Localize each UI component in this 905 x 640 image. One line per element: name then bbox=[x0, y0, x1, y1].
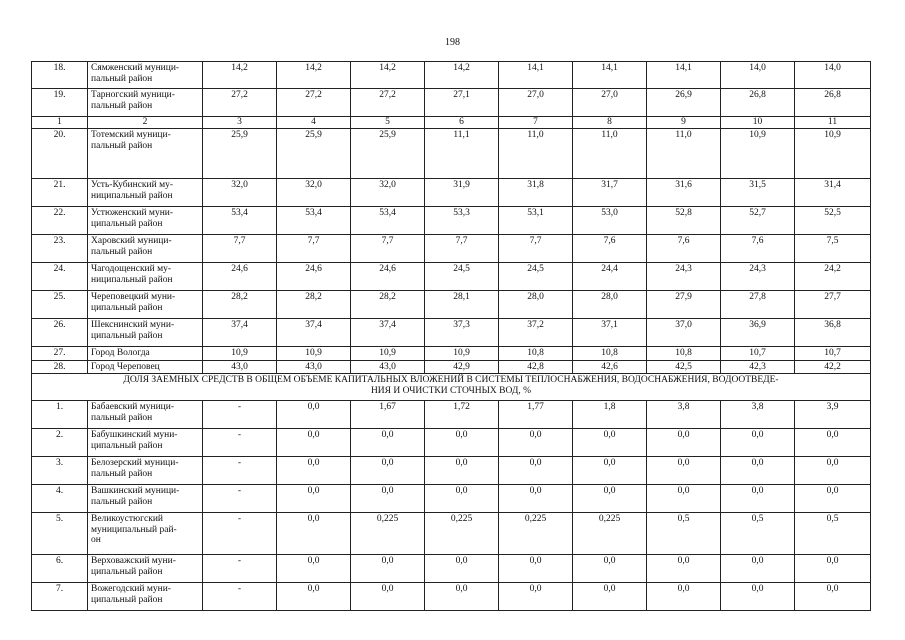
value-cell: 0,0 bbox=[277, 429, 351, 457]
value-cell: 0,0 bbox=[573, 485, 647, 513]
page-number: 198 bbox=[445, 37, 460, 48]
value-cell: 28,0 bbox=[573, 291, 647, 319]
value-cell: 28,0 bbox=[499, 291, 573, 319]
value-cell: 53,3 bbox=[425, 207, 499, 235]
value-cell: 10,9 bbox=[351, 347, 425, 361]
value-cell: 27,2 bbox=[203, 89, 277, 117]
value-cell: 37,0 bbox=[647, 319, 721, 347]
value-cell: 10,7 bbox=[721, 347, 795, 361]
value-cell: 28,2 bbox=[351, 291, 425, 319]
value-cell: 0,5 bbox=[721, 513, 795, 555]
value-cell: 52,7 bbox=[721, 207, 795, 235]
column-number: 5 bbox=[351, 117, 425, 129]
value-cell: 0,0 bbox=[647, 485, 721, 513]
table-row bbox=[32, 513, 871, 555]
municipality-name: Вожегодский муни- ципальный район bbox=[88, 583, 203, 611]
value-cell: 28,2 bbox=[277, 291, 351, 319]
row-number: 18. bbox=[32, 62, 88, 89]
value-cell: 0,0 bbox=[647, 583, 721, 611]
value-cell: 43,0 bbox=[351, 360, 425, 374]
municipality-name: Усть-Кубинский му- ниципальный район bbox=[88, 179, 203, 207]
value-cell: 10,9 bbox=[795, 129, 871, 179]
data-table bbox=[31, 61, 871, 611]
value-cell: 0,0 bbox=[277, 401, 351, 429]
value-cell: 0,0 bbox=[573, 583, 647, 611]
value-cell: 43,0 bbox=[277, 360, 351, 374]
value-cell: 7,6 bbox=[647, 235, 721, 263]
value-cell: 7,7 bbox=[203, 235, 277, 263]
value-cell: 42,9 bbox=[425, 360, 499, 374]
municipality-name: Бабаевский муници- пальный район bbox=[88, 401, 203, 429]
table-row bbox=[32, 429, 871, 457]
value-cell: 32,0 bbox=[277, 179, 351, 207]
value-cell: 43,0 bbox=[203, 360, 277, 374]
value-cell: 25,9 bbox=[351, 129, 425, 179]
value-cell: 36,8 bbox=[795, 319, 871, 347]
section-header-row bbox=[32, 374, 871, 401]
value-cell: 53,0 bbox=[573, 207, 647, 235]
row-number: 24. bbox=[32, 263, 88, 291]
municipality-name: Город Вологда bbox=[88, 347, 203, 361]
value-cell: 0,0 bbox=[721, 485, 795, 513]
value-cell: 14,1 bbox=[499, 62, 573, 89]
value-cell: - bbox=[203, 485, 277, 513]
value-cell: 31,4 bbox=[795, 179, 871, 207]
value-cell: 0,0 bbox=[351, 555, 425, 583]
value-cell: 7,7 bbox=[499, 235, 573, 263]
value-cell: 0,0 bbox=[795, 457, 871, 485]
value-cell: 10,8 bbox=[647, 347, 721, 361]
value-cell: 7,6 bbox=[721, 235, 795, 263]
value-cell: 0,0 bbox=[499, 457, 573, 485]
value-cell: 3,8 bbox=[721, 401, 795, 429]
value-cell: 0,0 bbox=[573, 457, 647, 485]
value-cell: 14,2 bbox=[203, 62, 277, 89]
value-cell: 7,7 bbox=[351, 235, 425, 263]
value-cell: 0,0 bbox=[795, 429, 871, 457]
value-cell: 0,0 bbox=[499, 429, 573, 457]
value-cell: 0,0 bbox=[277, 513, 351, 555]
value-cell: 3,9 bbox=[795, 401, 871, 429]
row-number: 5. bbox=[32, 513, 88, 555]
value-cell: 10,9 bbox=[425, 347, 499, 361]
value-cell: 27,1 bbox=[425, 89, 499, 117]
value-cell: 37,4 bbox=[203, 319, 277, 347]
value-cell: 27,0 bbox=[499, 89, 573, 117]
value-cell: 10,9 bbox=[721, 129, 795, 179]
value-cell: 27,2 bbox=[351, 89, 425, 117]
table-row bbox=[32, 235, 871, 263]
table-row bbox=[32, 401, 871, 429]
row-number: 3. bbox=[32, 457, 88, 485]
column-number: 10 bbox=[721, 117, 795, 129]
municipality-name: Великоустюгский муниципальный рай- он bbox=[88, 513, 203, 555]
column-number: 11 bbox=[795, 117, 871, 129]
value-cell: 0,0 bbox=[795, 485, 871, 513]
value-cell: 25,9 bbox=[277, 129, 351, 179]
value-cell: - bbox=[203, 457, 277, 485]
value-cell: 0,5 bbox=[795, 513, 871, 555]
value-cell: 11,0 bbox=[499, 129, 573, 179]
value-cell: 7,6 bbox=[573, 235, 647, 263]
municipality-name: Город Череповец bbox=[88, 360, 203, 374]
table-row bbox=[32, 583, 871, 611]
value-cell: 25,9 bbox=[203, 129, 277, 179]
value-cell: 24,6 bbox=[203, 263, 277, 291]
value-cell: 52,5 bbox=[795, 207, 871, 235]
value-cell: 0,225 bbox=[351, 513, 425, 555]
value-cell: 0,0 bbox=[499, 555, 573, 583]
value-cell: 0,0 bbox=[647, 429, 721, 457]
value-cell: 0,0 bbox=[573, 429, 647, 457]
value-cell: 32,0 bbox=[203, 179, 277, 207]
value-cell: 53,4 bbox=[277, 207, 351, 235]
value-cell: 0,0 bbox=[721, 583, 795, 611]
value-cell: 0,0 bbox=[573, 555, 647, 583]
value-cell: 3,8 bbox=[647, 401, 721, 429]
table-row bbox=[32, 263, 871, 291]
municipality-name: Череповецкий муни- ципальный район bbox=[88, 291, 203, 319]
value-cell: 1,72 bbox=[425, 401, 499, 429]
municipality-name: Тотемский муници- пальный район bbox=[88, 129, 203, 179]
value-cell: 0,0 bbox=[351, 583, 425, 611]
value-cell: 11,0 bbox=[647, 129, 721, 179]
column-number: 3 bbox=[203, 117, 277, 129]
row-number: 21. bbox=[32, 179, 88, 207]
table-row bbox=[32, 207, 871, 235]
value-cell: 24,3 bbox=[721, 263, 795, 291]
value-cell: 27,0 bbox=[573, 89, 647, 117]
municipality-name: Тарногский муници- пальный район bbox=[88, 89, 203, 117]
value-cell: 14,0 bbox=[721, 62, 795, 89]
municipality-name: Харовский муници- пальный район bbox=[88, 235, 203, 263]
value-cell: 27,8 bbox=[721, 291, 795, 319]
column-number: 2 bbox=[88, 117, 203, 129]
row-number: 25. bbox=[32, 291, 88, 319]
value-cell: 1,77 bbox=[499, 401, 573, 429]
column-number: 6 bbox=[425, 117, 499, 129]
municipality-name: Устюженский муни- ципальный район bbox=[88, 207, 203, 235]
value-cell: 10,8 bbox=[499, 347, 573, 361]
value-cell: 0,0 bbox=[351, 485, 425, 513]
value-cell: 11,0 bbox=[573, 129, 647, 179]
value-cell: 10,8 bbox=[573, 347, 647, 361]
value-cell: 7,7 bbox=[277, 235, 351, 263]
value-cell: 24,6 bbox=[277, 263, 351, 291]
value-cell: 53,4 bbox=[203, 207, 277, 235]
value-cell: 0,0 bbox=[721, 457, 795, 485]
value-cell: 0,0 bbox=[351, 457, 425, 485]
value-cell: - bbox=[203, 401, 277, 429]
value-cell: 31,7 bbox=[573, 179, 647, 207]
value-cell: 37,1 bbox=[573, 319, 647, 347]
value-cell: 0,0 bbox=[425, 555, 499, 583]
value-cell: - bbox=[203, 555, 277, 583]
column-number: 4 bbox=[277, 117, 351, 129]
municipality-name: Верховажский муни- ципальный район bbox=[88, 555, 203, 583]
value-cell: 37,2 bbox=[499, 319, 573, 347]
municipality-name: Бабушкинский муни- ципальный район bbox=[88, 429, 203, 457]
value-cell: 0,0 bbox=[721, 429, 795, 457]
value-cell: 10,9 bbox=[203, 347, 277, 361]
value-cell: - bbox=[203, 429, 277, 457]
value-cell: 28,1 bbox=[425, 291, 499, 319]
row-number: 1. bbox=[32, 401, 88, 429]
value-cell: 0,0 bbox=[795, 583, 871, 611]
value-cell: 24,3 bbox=[647, 263, 721, 291]
municipality-name: Вашкинский муници- пальный район bbox=[88, 485, 203, 513]
table-row bbox=[32, 179, 871, 207]
value-cell: 52,8 bbox=[647, 207, 721, 235]
value-cell: 0,0 bbox=[351, 429, 425, 457]
table-row bbox=[32, 347, 871, 361]
municipality-name: Шекснинский муни- ципальный район bbox=[88, 319, 203, 347]
table-row bbox=[32, 89, 871, 117]
table-row bbox=[32, 319, 871, 347]
value-cell: 7,7 bbox=[425, 235, 499, 263]
value-cell: - bbox=[203, 583, 277, 611]
row-number: 6. bbox=[32, 555, 88, 583]
value-cell: 42,2 bbox=[795, 360, 871, 374]
value-cell: 24,2 bbox=[795, 263, 871, 291]
value-cell: 42,3 bbox=[721, 360, 795, 374]
row-number: 7. bbox=[32, 583, 88, 611]
value-cell: 0,0 bbox=[647, 555, 721, 583]
table-row bbox=[32, 457, 871, 485]
table-row bbox=[32, 555, 871, 583]
value-cell: 10,7 bbox=[795, 347, 871, 361]
value-cell: 27,7 bbox=[795, 291, 871, 319]
column-number: 9 bbox=[647, 117, 721, 129]
municipality-name: Сямженский муници- пальный район bbox=[88, 62, 203, 89]
row-number: 2. bbox=[32, 429, 88, 457]
row-number: 19. bbox=[32, 89, 88, 117]
value-cell: 31,9 bbox=[425, 179, 499, 207]
value-cell: 31,5 bbox=[721, 179, 795, 207]
table-row bbox=[32, 129, 871, 179]
table-row bbox=[32, 291, 871, 319]
value-cell: 0,0 bbox=[277, 583, 351, 611]
value-cell: 10,9 bbox=[277, 347, 351, 361]
column-number: 7 bbox=[499, 117, 573, 129]
value-cell: 37,4 bbox=[351, 319, 425, 347]
value-cell: 28,2 bbox=[203, 291, 277, 319]
value-cell: 7,5 bbox=[795, 235, 871, 263]
value-cell: 0,0 bbox=[425, 429, 499, 457]
value-cell: 42,8 bbox=[499, 360, 573, 374]
value-cell: 26,8 bbox=[795, 89, 871, 117]
municipality-name: Белозерский муници- пальный район bbox=[88, 457, 203, 485]
value-cell: - bbox=[203, 513, 277, 555]
row-number: 27. bbox=[32, 347, 88, 361]
table-row bbox=[32, 360, 871, 374]
value-cell: 31,8 bbox=[499, 179, 573, 207]
value-cell: 0,0 bbox=[425, 485, 499, 513]
value-cell: 36,9 bbox=[721, 319, 795, 347]
value-cell: 0,0 bbox=[277, 485, 351, 513]
value-cell: 0,225 bbox=[425, 513, 499, 555]
value-cell: 14,0 bbox=[795, 62, 871, 89]
row-number: 4. bbox=[32, 485, 88, 513]
value-cell: 31,6 bbox=[647, 179, 721, 207]
row-number: 22. bbox=[32, 207, 88, 235]
row-number: 23. bbox=[32, 235, 88, 263]
value-cell: 42,6 bbox=[573, 360, 647, 374]
section-title: ДОЛЯ ЗАЕМНЫХ СРЕДСТВ В ОБЩЕМ ОБЪЕМЕ КАПИТАЛЬНЫХ ВЛОЖЕНИЙ В СИСТЕМЫ ТЕПЛОСНАБЖЕНИЯ, ВОДОСНАБЖЕНИЯ, ВОДООТВЕДЕ- НИЯ И ОЧИСТКИ СТОЧНЫХ ВОД, % bbox=[32, 374, 871, 401]
value-cell: 0,0 bbox=[499, 583, 573, 611]
value-cell: 24,5 bbox=[425, 263, 499, 291]
value-cell: 27,9 bbox=[647, 291, 721, 319]
value-cell: 27,2 bbox=[277, 89, 351, 117]
value-cell: 0,0 bbox=[499, 485, 573, 513]
value-cell: 14,2 bbox=[277, 62, 351, 89]
municipality-name: Чагодощенский му- ниципальный район bbox=[88, 263, 203, 291]
value-cell: 0,0 bbox=[795, 555, 871, 583]
value-cell: 53,4 bbox=[351, 207, 425, 235]
value-cell: 26,9 bbox=[647, 89, 721, 117]
value-cell: 14,2 bbox=[425, 62, 499, 89]
value-cell: 1,8 bbox=[573, 401, 647, 429]
value-cell: 14,1 bbox=[647, 62, 721, 89]
value-cell: 26,8 bbox=[721, 89, 795, 117]
value-cell: 37,3 bbox=[425, 319, 499, 347]
value-cell: 0,225 bbox=[499, 513, 573, 555]
value-cell: 0,0 bbox=[277, 555, 351, 583]
value-cell: 37,4 bbox=[277, 319, 351, 347]
value-cell: 24,5 bbox=[499, 263, 573, 291]
column-number: 8 bbox=[573, 117, 647, 129]
value-cell: 11,1 bbox=[425, 129, 499, 179]
value-cell: 0,5 bbox=[647, 513, 721, 555]
table-row bbox=[32, 485, 871, 513]
value-cell: 24,4 bbox=[573, 263, 647, 291]
value-cell: 0,0 bbox=[721, 555, 795, 583]
value-cell: 0,0 bbox=[647, 457, 721, 485]
value-cell: 0,0 bbox=[425, 583, 499, 611]
table-row bbox=[32, 62, 871, 89]
value-cell: 53,1 bbox=[499, 207, 573, 235]
value-cell: 14,2 bbox=[351, 62, 425, 89]
value-cell: 0,0 bbox=[277, 457, 351, 485]
row-number: 20. bbox=[32, 129, 88, 179]
value-cell: 32,0 bbox=[351, 179, 425, 207]
row-number: 26. bbox=[32, 319, 88, 347]
value-cell: 42,5 bbox=[647, 360, 721, 374]
value-cell: 0,0 bbox=[425, 457, 499, 485]
column-number: 1 bbox=[32, 117, 88, 129]
value-cell: 24,6 bbox=[351, 263, 425, 291]
column-number-row bbox=[32, 117, 871, 129]
value-cell: 1,67 bbox=[351, 401, 425, 429]
value-cell: 0,225 bbox=[573, 513, 647, 555]
value-cell: 14,1 bbox=[573, 62, 647, 89]
row-number: 28. bbox=[32, 360, 88, 374]
